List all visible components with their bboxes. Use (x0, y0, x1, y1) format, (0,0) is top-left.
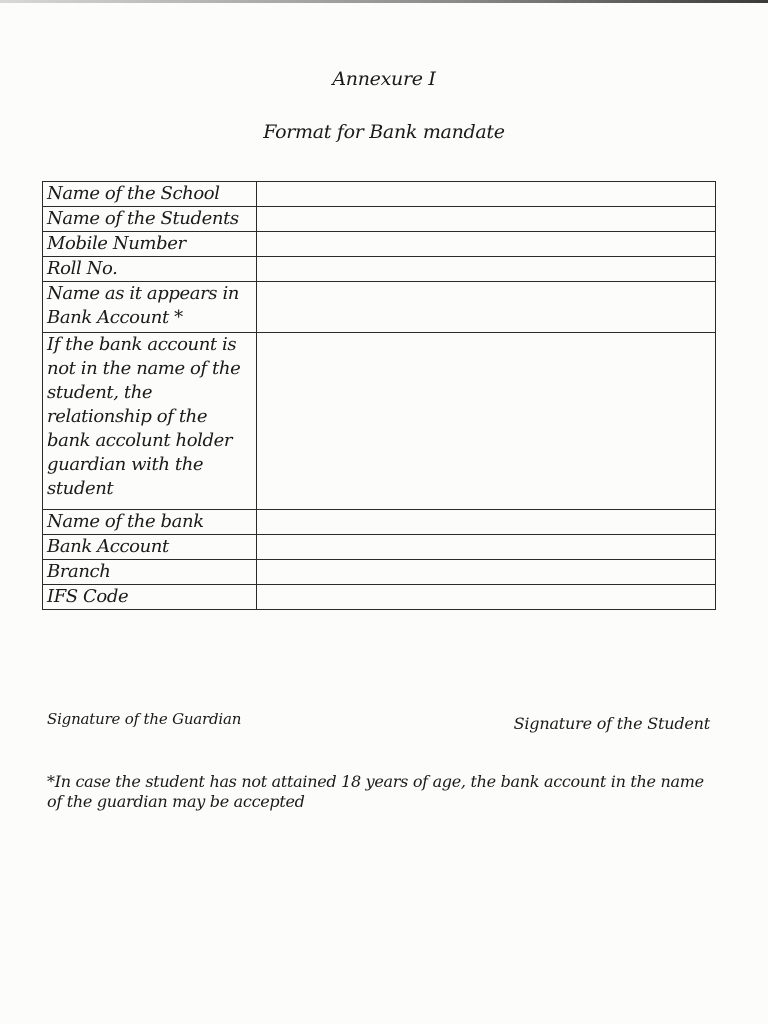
row-label-branch: Branch (43, 560, 257, 585)
roll-number-field[interactable] (257, 257, 716, 282)
mobile-number-field[interactable] (257, 232, 716, 257)
row-label-relationship: If the bank account is not in the name of the student, the relationship of the bank accolunt holder guardian with the student (43, 333, 257, 510)
row-label-students: Name of the Students (43, 207, 257, 232)
scan-edge (0, 0, 768, 3)
bank-account-field[interactable] (257, 535, 716, 560)
table-row (43, 182, 716, 207)
table-row (43, 585, 716, 610)
row-label-bank-name: Name of the bank (43, 510, 257, 535)
bank-mandate-table (42, 181, 716, 610)
table-row (43, 535, 716, 560)
ifs-code-field[interactable] (257, 585, 716, 610)
relationship-field[interactable] (257, 333, 716, 510)
table-row (43, 333, 716, 510)
footnote: *In case the student has not attained 18 years of age, the bank account in the name of the guardian may be accepted (47, 772, 704, 811)
guardian-signature-label: Signature of the Guardian (47, 710, 242, 728)
format-title: Format for Bank mandate (263, 121, 505, 143)
row-label-roll: Roll No. (43, 257, 257, 282)
row-label-account-name: Name as it appears in Bank Account * (43, 282, 257, 333)
table-row (43, 232, 716, 257)
row-label-bank-account: Bank Account (43, 535, 257, 560)
table-row (43, 282, 716, 333)
table-row (43, 207, 716, 232)
row-label-school: Name of the School (43, 182, 257, 207)
table-row (43, 510, 716, 535)
table-row (43, 560, 716, 585)
annexure-title: Annexure I (332, 68, 436, 90)
row-label-ifs: IFS Code (43, 585, 257, 610)
branch-field[interactable] (257, 560, 716, 585)
school-name-field[interactable] (257, 182, 716, 207)
row-label-mobile: Mobile Number (43, 232, 257, 257)
student-signature-label: Signature of the Student (513, 714, 710, 733)
student-name-field[interactable] (257, 207, 716, 232)
account-name-field[interactable] (257, 282, 716, 333)
table-row (43, 257, 716, 282)
bank-name-field[interactable] (257, 510, 716, 535)
